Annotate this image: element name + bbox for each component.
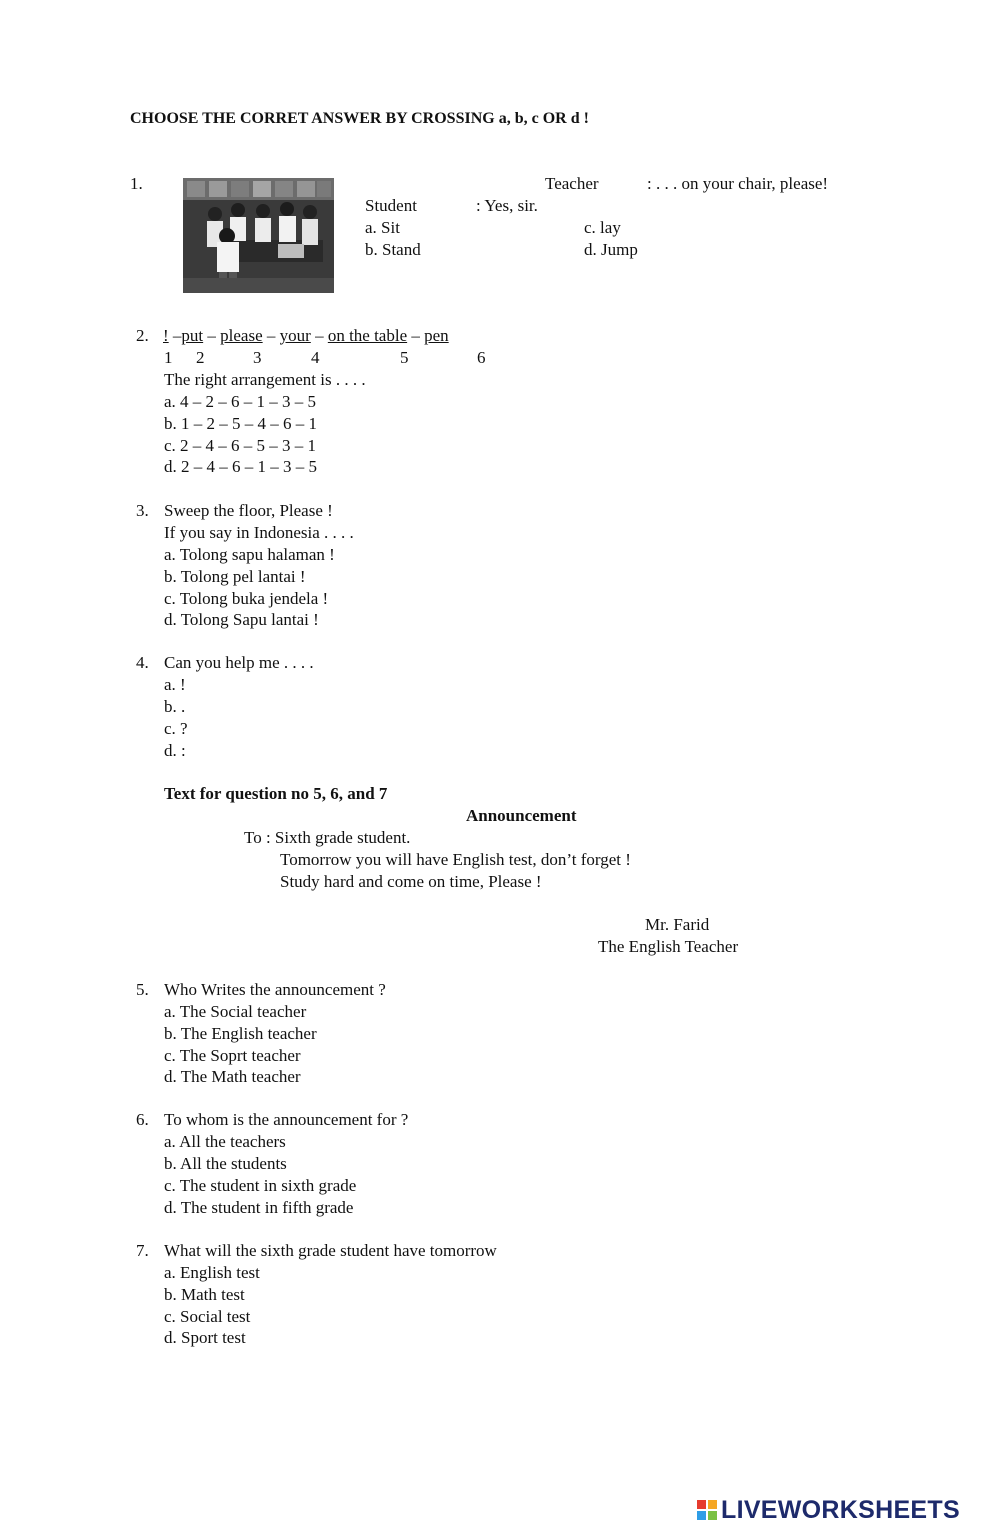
liveworksheets-logo-icon bbox=[697, 1500, 717, 1520]
q2-option-c[interactable]: c. 2 – 4 – 6 – 5 – 3 – 1 bbox=[164, 436, 317, 455]
q2-option-d[interactable]: d. 2 – 4 – 6 – 1 – 3 – 5 bbox=[164, 457, 317, 476]
q2-word-5: on the table bbox=[327, 326, 408, 345]
announcement-title: Announcement bbox=[466, 806, 577, 825]
classroom-photo-graphic bbox=[183, 178, 334, 293]
q1-student-label: Student bbox=[365, 196, 417, 215]
q7-line1: What will the sixth grade student have tomorrow bbox=[164, 1241, 497, 1260]
q3-line1: Sweep the floor, Please ! bbox=[164, 501, 333, 520]
q2-word-1: ! bbox=[163, 326, 169, 345]
q2-word-2: put bbox=[181, 326, 204, 345]
q2-sep: – bbox=[207, 326, 216, 345]
q7-option-d[interactable]: d. Sport test bbox=[164, 1328, 246, 1347]
q2-sep: – bbox=[172, 326, 182, 345]
q2-sep: – bbox=[411, 326, 420, 345]
q4-option-a[interactable]: a. ! bbox=[164, 675, 186, 694]
logo-square bbox=[697, 1511, 706, 1520]
q7-option-b[interactable]: b. Math test bbox=[164, 1285, 245, 1304]
q2-word-4: your bbox=[279, 326, 311, 345]
announcement-signer: Mr. Farid bbox=[645, 915, 710, 934]
q2-index-3: 3 bbox=[253, 348, 262, 367]
liveworksheets-logo bbox=[697, 1494, 960, 1526]
announcement-to: To : Sixth grade student. bbox=[244, 828, 411, 847]
q2-word-6: pen bbox=[424, 326, 449, 345]
q2-word-3: please bbox=[220, 326, 263, 345]
q5-option-d[interactable]: d. The Math teacher bbox=[164, 1067, 301, 1086]
q2-option-a[interactable]: a. 4 – 2 – 6 – 1 – 3 – 5 bbox=[164, 392, 317, 411]
q4-number: 4. bbox=[136, 653, 149, 672]
announcement-line2: Study hard and come on time, Please ! bbox=[280, 872, 542, 891]
q6-option-a[interactable]: a. All the teachers bbox=[164, 1132, 286, 1151]
q5-line1: Who Writes the announcement ? bbox=[164, 980, 386, 999]
q7-number: 7. bbox=[136, 1241, 149, 1260]
liveworksheets-logo-text: LIVEWORKSHEETS bbox=[721, 1495, 960, 1524]
q2-sep: – bbox=[315, 326, 324, 345]
worksheet-heading: CHOOSE THE CORRET ANSWER BY CROSSING a, b, c OR d ! bbox=[130, 110, 589, 127]
q3-option-b[interactable]: b. Tolong pel lantai ! bbox=[164, 567, 306, 586]
q4-option-b[interactable]: b. . bbox=[164, 697, 186, 716]
q3-option-d[interactable]: d. Tolong Sapu lantai ! bbox=[164, 610, 319, 629]
logo-square bbox=[708, 1500, 717, 1509]
q2-index-4: 4 bbox=[311, 348, 320, 367]
q6-number: 6. bbox=[136, 1110, 149, 1129]
q4-option-c[interactable]: c. ? bbox=[164, 719, 188, 738]
q3-number: 3. bbox=[136, 501, 149, 520]
q2-number: 2. bbox=[136, 326, 149, 345]
logo-square bbox=[708, 1511, 717, 1520]
q7-option-c[interactable]: c. Social test bbox=[164, 1307, 251, 1326]
q2-prompt: The right arrangement is . . . . bbox=[164, 370, 366, 389]
announcement-line1: Tomorrow you will have English test, don’t forget ! bbox=[280, 850, 631, 869]
q3-line2: If you say in Indonesia . . . . bbox=[164, 523, 354, 542]
announcement-signer-role: The English Teacher bbox=[598, 937, 739, 956]
q1-option-a[interactable]: a. Sit bbox=[365, 218, 400, 237]
q2-index-1: 1 bbox=[164, 348, 173, 367]
q1-number: 1. bbox=[130, 174, 143, 193]
q2-option-b[interactable]: b. 1 – 2 – 5 – 4 – 6 – 1 bbox=[164, 414, 317, 433]
q3-option-a[interactable]: a. Tolong sapu halaman ! bbox=[164, 545, 335, 564]
q6-option-b[interactable]: b. All the students bbox=[164, 1154, 287, 1173]
q4-line1: Can you help me . . . . bbox=[164, 653, 314, 672]
q1-teacher-label: Teacher bbox=[545, 174, 599, 193]
q5-option-c[interactable]: c. The Soprt teacher bbox=[164, 1046, 301, 1065]
logo-square bbox=[697, 1500, 706, 1509]
q6-line1: To whom is the announcement for ? bbox=[164, 1110, 409, 1129]
q5-option-b[interactable]: b. The English teacher bbox=[164, 1024, 317, 1043]
q4-option-d[interactable]: d. : bbox=[164, 741, 186, 760]
q2-index-2: 2 bbox=[196, 348, 205, 367]
q6-option-c[interactable]: c. The student in sixth grade bbox=[164, 1176, 357, 1195]
q1-option-c[interactable]: c. lay bbox=[584, 218, 621, 237]
text-intro: Text for question no 5, 6, and 7 bbox=[164, 784, 388, 803]
q3-option-c[interactable]: c. Tolong buka jendela ! bbox=[164, 589, 329, 608]
q2-index-5: 5 bbox=[400, 348, 409, 367]
q5-number: 5. bbox=[136, 980, 149, 999]
classroom-photo bbox=[183, 178, 334, 293]
q5-option-a[interactable]: a. The Social teacher bbox=[164, 1002, 307, 1021]
q7-option-a[interactable]: a. English test bbox=[164, 1263, 260, 1282]
q6-option-d[interactable]: d. The student in fifth grade bbox=[164, 1198, 354, 1217]
q1-student-line: : Yes, sir. bbox=[476, 196, 538, 215]
q2-sep: – bbox=[266, 326, 276, 345]
q1-option-d[interactable]: d. Jump bbox=[584, 240, 638, 259]
q2-index-6: 6 bbox=[477, 348, 486, 367]
q2-word-list bbox=[163, 325, 449, 347]
q1-option-b[interactable]: b. Stand bbox=[365, 240, 421, 259]
q1-teacher-line: : . . . on your chair, please! bbox=[647, 174, 829, 193]
